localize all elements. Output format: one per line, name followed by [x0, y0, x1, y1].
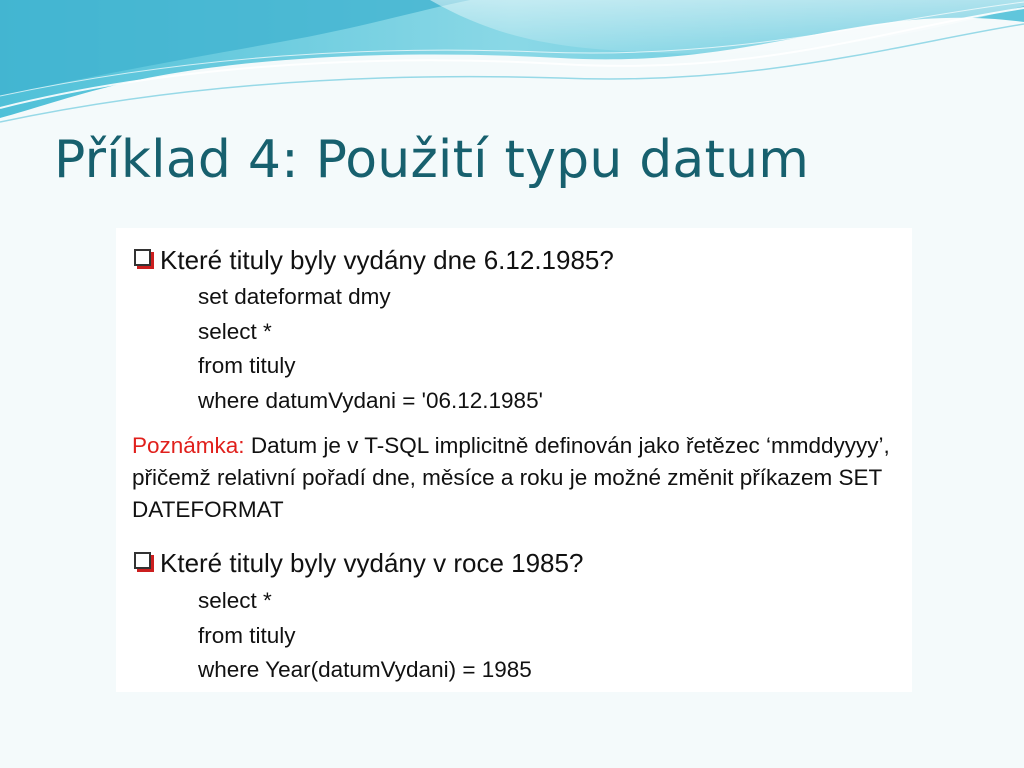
checkbox-square-icon — [134, 552, 151, 569]
code-line: where Year(datumVydani) = 1985 — [198, 657, 532, 683]
question-2-text: Které tituly byly vydány v roce 1985? — [160, 548, 584, 578]
code-line: from tituly — [198, 353, 296, 379]
code-line: where datumVydani = '06.12.1985' — [198, 387, 543, 413]
question-2 — [134, 548, 583, 579]
code-line: select * — [198, 588, 272, 613]
note-label: Poznámka: — [132, 433, 245, 458]
note-paragraph — [132, 430, 908, 526]
question-1 — [134, 245, 614, 276]
code-block-2 — [198, 584, 532, 688]
code-line: from tituly — [198, 622, 296, 648]
checkbox-square-icon — [134, 249, 151, 266]
note-text: Datum je v T-SQL implicitně definován jako řetězec ‘mmddyyyy’, přičemž relativní pořadí dne, měsíce a roku je možné změnit příkazem SET DATEFORMAT — [132, 433, 890, 522]
slide-title: Příklad 4: Použití typu datum — [54, 130, 810, 190]
question-1-text: Které tituly byly vydány dne 6.12.1985? — [160, 245, 614, 275]
code-line: select * — [198, 318, 272, 344]
code-block-1 — [198, 280, 543, 418]
header-wave-decoration — [0, 0, 1024, 140]
code-line: set dateformat dmy — [198, 284, 391, 309]
slide-content — [116, 228, 912, 692]
